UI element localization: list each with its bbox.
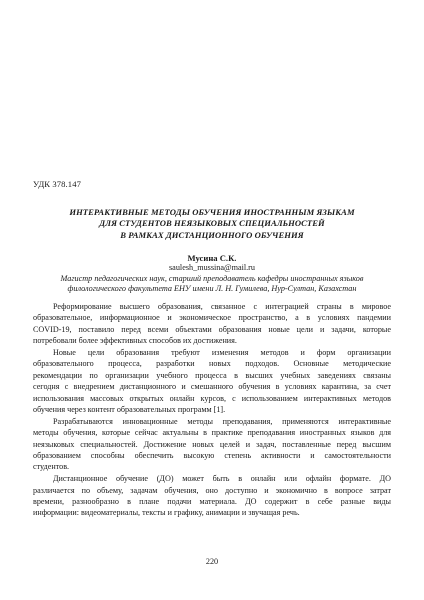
paragraph: [33, 416, 391, 473]
text-line: неязыковых специальностей. Достижение новых целей и задач, поставленные перед высшим: [33, 439, 391, 449]
page-number: 220: [205, 557, 219, 566]
article-title: [30, 207, 394, 241]
text-line: использования массовых открытых онлайн курсов, с использованием интерактивных методов: [33, 393, 391, 403]
text-line: Новые цели образования требуют изменения методов и форм организации: [53, 348, 391, 358]
text-line: образовательного процесса, разработки новых подходов. Основные методические: [33, 359, 391, 369]
title-line: ДЛЯ СТУДЕНТОВ НЕЯЗЫКОВЫХ СПЕЦИАЛЬНОСТЕЙ: [99, 218, 325, 229]
udc-code: УДК 378.147: [33, 179, 81, 189]
author-affiliation-line: Магистр педагогических наук, старший преподаватель кафедры иностранных языков: [60, 273, 364, 283]
text-line: информации: видеоматериалы, тексты и графику, анимации и звучащая речь.: [33, 508, 300, 518]
text-line: Реформирование высшего образования, связанное с интеграцией страны в мировое: [53, 302, 391, 311]
author-name: Мусина С.К.: [187, 253, 237, 263]
text-line: времени, разнообразно в плане подачи материала. ДО содержит в себе разные виды: [33, 497, 391, 507]
author-email: saulesh_mussina@mail.ru: [169, 263, 255, 273]
paragraph: [33, 473, 391, 519]
text-line: Разрабатываются инновационные методы преподавания, применяются интерактивные: [53, 416, 391, 426]
text-line: образованием способны обеспечить высокую степень активности и самостоятельности: [33, 451, 391, 461]
title-line: ИНТЕРАКТИВНЫЕ МЕТОДЫ ОБУЧЕНИЯ ИНОСТРАННЫМ ЯЗЫКАМ: [69, 207, 355, 217]
text-line: образовательное, информационное и экономическое пространство, а в условиях пандемии: [33, 313, 391, 323]
text-line: методы обучения, которые сейчас актуальны в практике преподавания иностранных языков для: [33, 428, 391, 438]
text-line: сегодня с внедрением дистанционного и смешанного обучения в условиях карантина, за счет: [33, 382, 391, 392]
text-line: Дистанционное обучение (ДО) может быть в онлайн или офлайн формате. ДО: [53, 474, 391, 484]
text-line: COVID-19, поставило перед всеми объектами образования новые цели и задачи, которые: [33, 324, 391, 334]
text-line: студентов.: [33, 462, 70, 472]
text-line: рекомендации по организации учебного процесса в высших учебных заведениях связаны: [33, 370, 391, 380]
author-block: [40, 253, 384, 295]
text-line: потребовали более эффективных способов их достижения.: [33, 336, 237, 346]
author-affiliation-line: филологического факультета ЕНУ имени Л. Н. Гумилева, Нур-Султан, Казахстан: [67, 284, 357, 294]
title-line: В РАМКАХ ДИСТАНЦИОННОГО ОБУЧЕНИЯ: [120, 229, 304, 240]
paragraph: [33, 301, 391, 347]
article-body: [33, 301, 391, 519]
text-line: различается по объему, задачам обучения, оно доступно и экономично в вопросе затрат: [33, 485, 391, 495]
paragraph: [33, 347, 391, 415]
text-line: обучения через контент образовательных программ [1].: [33, 405, 226, 415]
